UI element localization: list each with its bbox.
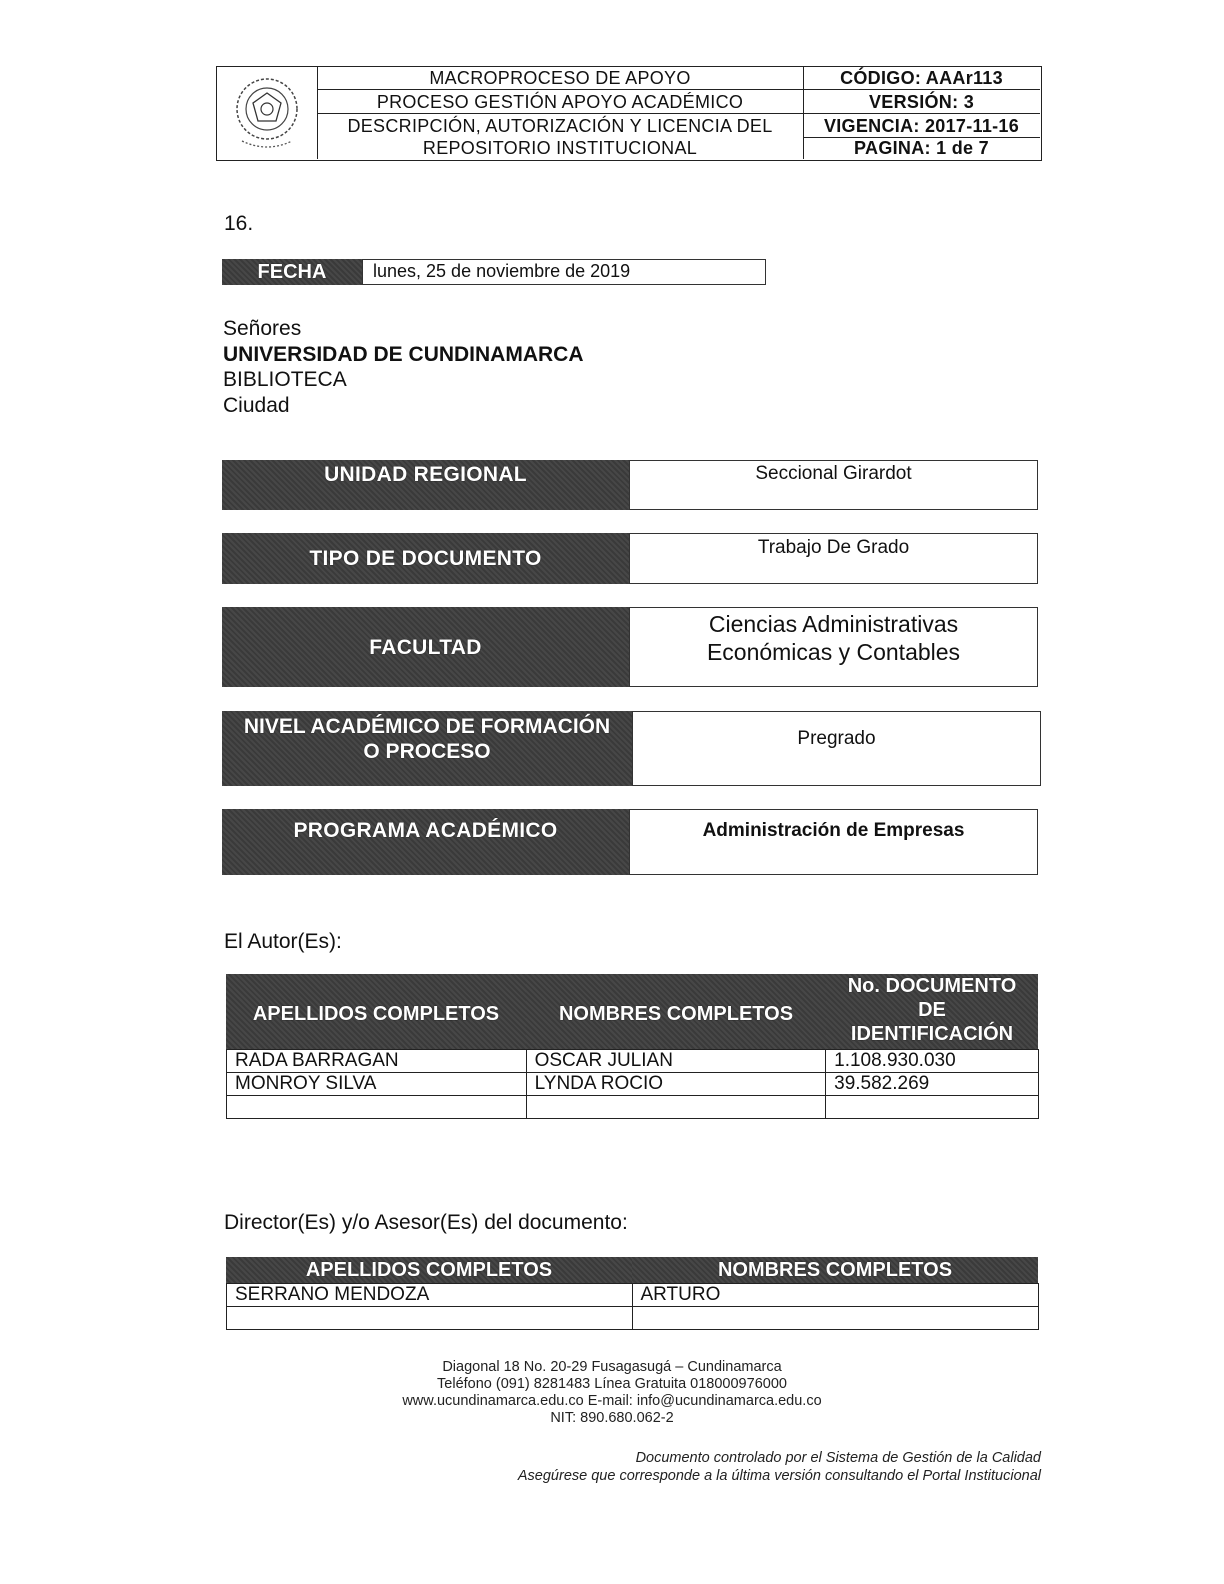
addressee-line: Ciudad bbox=[223, 393, 290, 417]
director-nombres bbox=[632, 1307, 1039, 1330]
directors-table bbox=[226, 1283, 1039, 1330]
footer-line: NIT: 890.680.062-2 bbox=[550, 1410, 674, 1426]
directors-col-nombres: NOMBRES COMPLETOS bbox=[632, 1257, 1038, 1283]
programa-academico-value: Administración de Empresas bbox=[629, 809, 1038, 875]
fecha-value: lunes, 25 de noviembre de 2019 bbox=[362, 259, 766, 285]
university-seal-icon bbox=[232, 73, 302, 153]
author-apellidos bbox=[227, 1096, 527, 1119]
programa-academico-label: PROGRAMA ACADÉMICO bbox=[222, 809, 629, 875]
document-number: 16. bbox=[224, 212, 254, 235]
header-line-repositorio: REPOSITORIO INSTITUCIONAL bbox=[422, 138, 698, 158]
header-line-macroproceso: MACROPROCESO DE APOYO bbox=[429, 68, 691, 88]
header-vigencia: VIGENCIA: 2017-11-16 bbox=[823, 116, 1020, 136]
authors-col-documento-line: IDENTIFICACIÓN bbox=[850, 1023, 1014, 1045]
logo bbox=[217, 67, 318, 159]
author-apellidos: RADA BARRAGAN bbox=[227, 1050, 527, 1073]
facultad-value-line: Ciencias Administrativas bbox=[708, 611, 959, 637]
addressee bbox=[223, 316, 584, 418]
table-row bbox=[227, 1050, 1039, 1073]
header-titles bbox=[317, 67, 804, 159]
fecha-label: FECHA bbox=[222, 259, 362, 285]
authors-col-nombres: NOMBRES COMPLETOS bbox=[526, 974, 826, 1049]
addressee-institution: UNIVERSIDAD DE CUNDINAMARCA bbox=[223, 342, 584, 366]
author-documento: 39.582.269 bbox=[826, 1073, 1039, 1096]
tipo-documento-label: TIPO DE DOCUMENTO bbox=[222, 533, 629, 584]
nivel-academico-label bbox=[222, 711, 632, 786]
nivel-academico-label-line: O PROCESO bbox=[363, 740, 491, 763]
footer-quality-note bbox=[518, 1449, 1041, 1485]
nivel-academico-label-line: NIVEL ACADÉMICO DE FORMACIÓN bbox=[243, 715, 611, 738]
facultad-label: FACULTAD bbox=[222, 607, 629, 687]
author-documento: 1.108.930.030 bbox=[826, 1050, 1039, 1073]
authors-table bbox=[226, 1049, 1039, 1119]
facultad-value bbox=[629, 607, 1038, 687]
unidad-regional-label: UNIDAD REGIONAL bbox=[222, 460, 629, 510]
author-nombres bbox=[526, 1096, 826, 1119]
footer-note-line: Documento controlado por el Sistema de Gestión de la Calidad bbox=[635, 1450, 1041, 1466]
tipo-documento-value: Trabajo De Grado bbox=[629, 533, 1038, 584]
directors-heading: Director(Es) y/o Asesor(Es) del documento: bbox=[224, 1211, 628, 1234]
footer-note-line: Asegúrese que corresponde a la última versión consultando el Portal Institucional bbox=[517, 1468, 1041, 1484]
header-line-descripcion: DESCRIPCIÓN, AUTORIZACIÓN Y LICENCIA DEL bbox=[347, 116, 773, 136]
footer-line: Diagonal 18 No. 20-29 Fusagasugá – Cundinamarca bbox=[442, 1359, 782, 1375]
author-nombres: OSCAR JULIAN bbox=[526, 1050, 826, 1073]
authors-col-apellidos: APELLIDOS COMPLETOS bbox=[226, 974, 526, 1049]
director-apellidos: SERRANO MENDOZA bbox=[227, 1284, 633, 1307]
authors-col-documento bbox=[826, 974, 1038, 1049]
header-pagina: PAGINA: 1 de 7 bbox=[854, 138, 989, 158]
facultad-value-line: Económicas y Contables bbox=[706, 639, 961, 665]
footer-line: Teléfono (091) 8281483 Línea Gratuita 018000976000 bbox=[437, 1376, 787, 1392]
author-nombres: LYNDA ROCIO bbox=[526, 1073, 826, 1096]
header-codigo: CÓDIGO: AAAr113 bbox=[840, 68, 1003, 88]
director-nombres: ARTURO bbox=[632, 1284, 1039, 1307]
directors-header bbox=[226, 1257, 1038, 1283]
authors-col-documento-line: DE bbox=[918, 999, 946, 1021]
addressee-line: BIBLIOTECA bbox=[223, 368, 347, 391]
directors-col-apellidos: APELLIDOS COMPLETOS bbox=[226, 1257, 632, 1283]
unidad-regional-value: Seccional Girardot bbox=[629, 460, 1038, 510]
authors-col-documento-line: No. DOCUMENTO bbox=[847, 975, 1017, 997]
table-row bbox=[227, 1096, 1039, 1119]
header-meta bbox=[803, 67, 1040, 159]
author-documento bbox=[826, 1096, 1039, 1119]
addressee-line: Señores bbox=[223, 317, 302, 340]
authors-header bbox=[226, 974, 1038, 1049]
footer-line: www.ucundinamarca.edu.co E-mail: info@ucundinamarca.edu.co bbox=[402, 1393, 822, 1409]
header-line-proceso: PROCESO GESTIÓN APOYO ACADÉMICO bbox=[376, 92, 744, 112]
author-apellidos: MONROY SILVA bbox=[227, 1073, 527, 1096]
authors-heading: El Autor(Es): bbox=[224, 930, 342, 953]
table-row bbox=[227, 1284, 1039, 1307]
director-apellidos bbox=[227, 1307, 633, 1330]
document-header bbox=[216, 66, 1042, 161]
footer-address bbox=[0, 1359, 1224, 1427]
table-row bbox=[227, 1307, 1039, 1330]
table-row bbox=[227, 1073, 1039, 1096]
nivel-academico-value: Pregrado bbox=[632, 711, 1041, 786]
header-version: VERSIÓN: 3 bbox=[868, 92, 975, 112]
